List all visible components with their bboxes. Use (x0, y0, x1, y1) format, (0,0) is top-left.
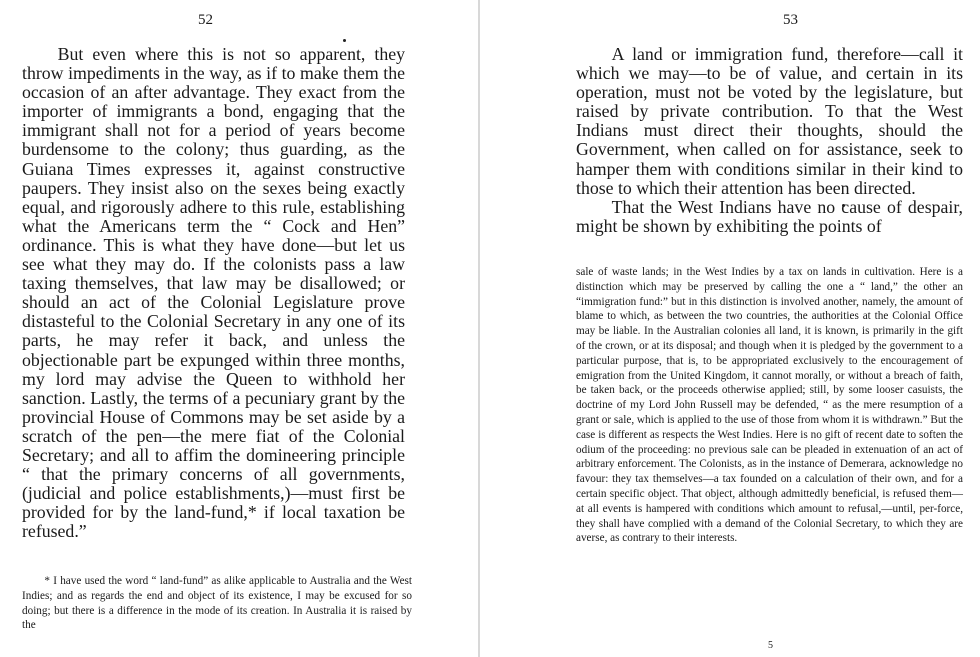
page-number: 53 (783, 12, 798, 28)
signature-mark: 5 (768, 640, 773, 651)
paragraph: A land or immigration fund, therefore—call it which we may—to be of value, and certain in its operation, must not be voted by the legislature, but raised by private contribution. To that the West Indians must direct their thoughts, should the Government, when called on for assistance, seek to hamper them with conditions similar in their kind to those to which their attention has been directed. (576, 44, 963, 198)
body-text (22, 45, 405, 541)
page-number: 52 (198, 12, 213, 28)
footnote (22, 574, 412, 633)
left-page (0, 0, 470, 657)
footnote-text: * I have used the word “ land-fund” as alike applicable to Australia and the West Indies; and as regards the end and object of its existence, I may be excused for so doing; but there is a difference in the mode of its creation. In Australia it is raised by the (22, 575, 412, 632)
footnote (576, 265, 963, 546)
paragraph: But even where this is not so apparent, they throw impediments in the way, as if to make them the occasion of an after advantage. They exact from the importer of immigrants a bond, engaging that the immigrant shall not for a period of years become burdensome to the colony; thus guarding, as the Guiana Times expresses it, against constructive paupers. They insist also on the sexes being exactly equal, and rigorously adhere to this rule, establishing what the Americans term the “ Cock and Hen” ordinance. This is what they have done—but let us see what they may do. If the colonists pass a law taxing themselves, that law may be disallowed; or should an act of the Colonial Legislature prove distasteful to the Colonial Secretary in any one of its parts, he may refer it back, and unless the objectionable part be expunged within three months, my lord may advise the Queen to withhold her sanction. Lastly, the terms of a pecuniary grant by the provincial House of Commons may be set aside by a scratch of the pen—the mere fiat of the Colonial Secretary; and all to affim the domineering principle “ that the primary concerns of all governments, (judicial and police establishments,)—must first be provided for by the land-fund,* if local taxation be refused.” (22, 44, 405, 542)
footnote-text: sale of waste lands; in the West Indies by a tax on lands in cultivation. Here is a distinction which may be preserved by calling the one a “ land,” the other an “immigration fund:” but in this distinction is involved another, namely, the amount of blame to which, as between the two countries, the authorities at the Colonial Office may be liable. In the Australian colonies all land, it is known, is primarily in the gift of the crown, or at its disposal; and though when it is pledged by the government to a particular purpose, that is, to be appropriated exclusively to the encouragement of emigration from the United Kingdom, it cannot morally, or without a breach of faith, be taken back, or the proceeds otherwise applied; still, by some looser casuists, the doctrine of my Lord John Russell may be defended, “ as the mere resumption of a grant or sale, which is applied to the use of those from whom it is withdrawn.” But the case is different as respects the West Indies. Here is no gift of recent date to soften the odium of the proceeding: no previous sale can be pleaded in extenuation of an act of arbitrary enforcement. The Colonists, as in the instance of Demerara, acknowledge no favour: they tax themselves—a tax founded on a calculation of their own, and for a certain specific object. That object, although admittedly beneficial, is refused them—at all events is hampered with conditions which amount to refusal,—until, per-force, they shall have complied with a demand of the Colonial Secretary, to which they are averse, as contrary to their interests. (576, 266, 963, 545)
right-page (490, 0, 980, 657)
ink-speck (343, 39, 346, 42)
book-gutter (478, 0, 480, 657)
paragraph: That the West Indians have no cause of despair, might be shown by exhibiting the points of (576, 196, 963, 236)
body-text (576, 45, 963, 236)
